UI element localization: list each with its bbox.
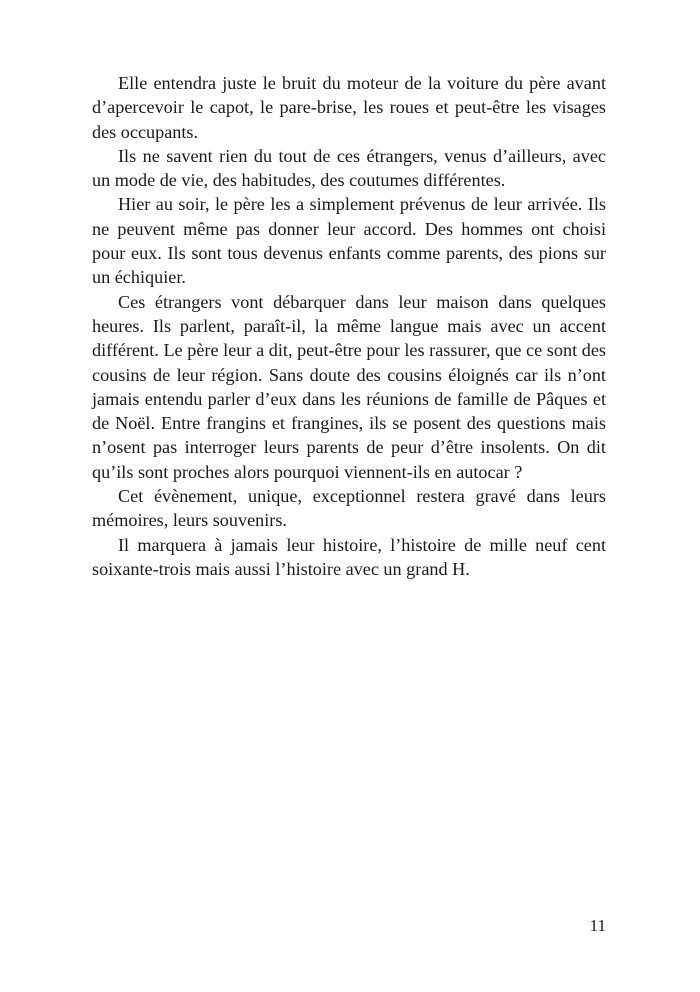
paragraph: Ils ne savent rien du tout de ces étrangers, venus d’ailleurs, avec un mode de vie, des habitudes, des coutumes différentes.: [92, 145, 606, 191]
paragraph: Cet évènement, unique, exceptionnel restera gravé dans leurs mémoires, leurs souvenirs.: [92, 486, 606, 531]
paragraph: Ces étrangers vont débarquer dans leur maison dans quelques heures. Ils parlent, paraît-il, la même langue mais avec un accent différent. Le père leur a dit, peut-être pour les rassurer, que ce sont des cousins de leur région. Sans doute des cousins éloignés car ils n’ont jamais entendu parler d’eux dans les réunions de famille de Pâques et de Noël. Entre frangins et frangines, ils se posent des questions mais n’osent pas interroger leurs parents de peur d’être insolents. On dit qu’ils sont proches alors pourquoi viennent-ils en autocar ?: [92, 291, 606, 482]
paragraph: Hier au soir, le père les a simplement prévenus de leur arrivée. Ils ne peuvent même pas donner leur accord. Des hommes ont choisi pour eux. Ils sont tous devenus enfants comme parents, des pions sur un échiquier.: [92, 194, 606, 288]
paragraph: Elle entendra juste le bruit du moteur de la voiture du père avant d’apercevoir le capot, le pare-brise, les roues et peut-être les visages des occupants.: [92, 73, 606, 142]
paragraph: Il marquera à jamais leur histoire, l’histoire de mille neuf cent soixante-trois mais aussi l’histoire avec un grand H.: [92, 534, 606, 579]
page-number: 11: [589, 916, 606, 935]
body-text: [92, 71, 606, 581]
